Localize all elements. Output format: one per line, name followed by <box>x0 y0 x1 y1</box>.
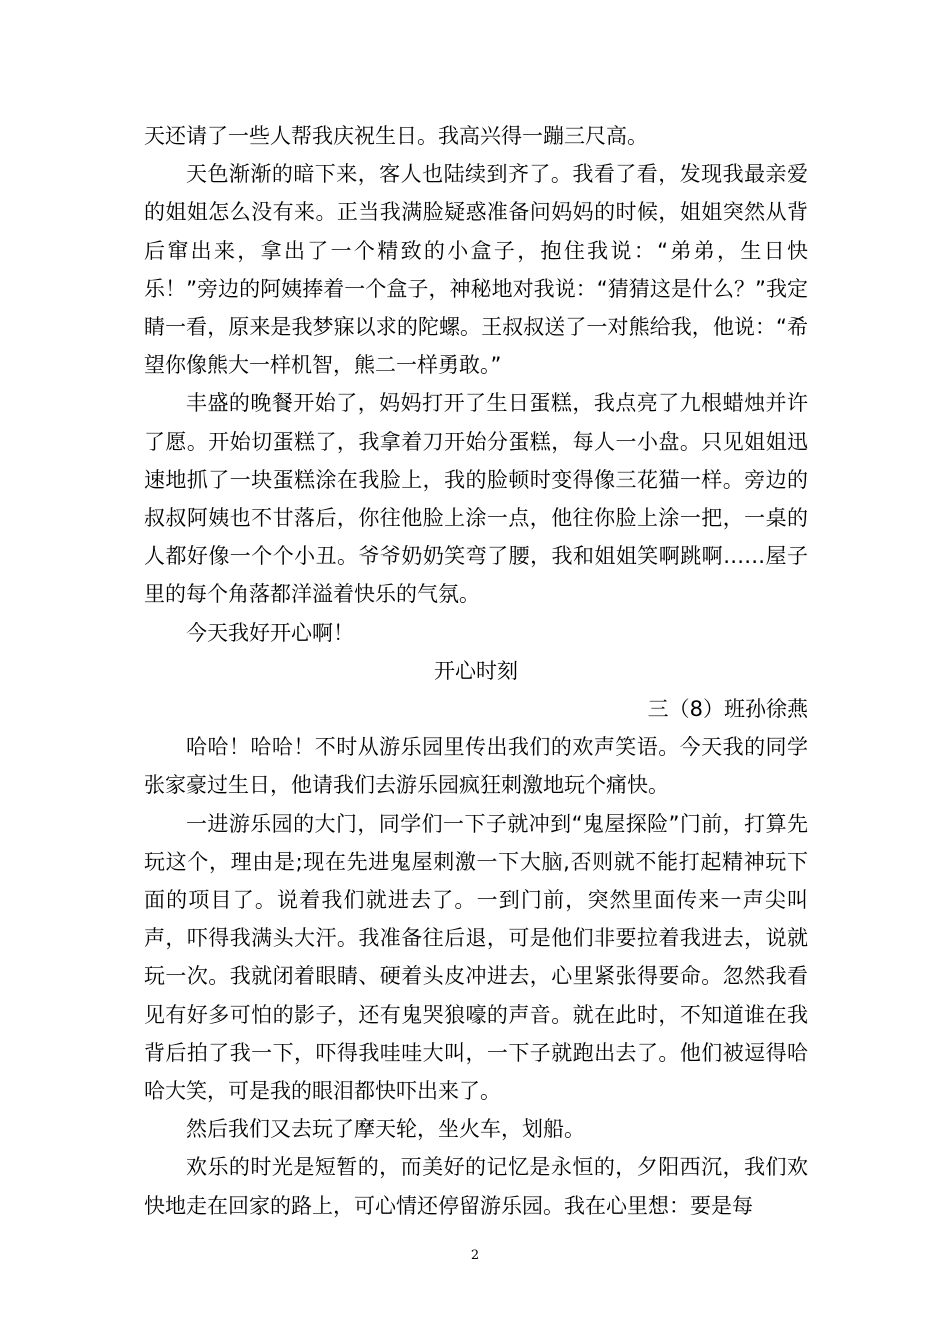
page-number: 2 <box>470 1248 480 1263</box>
paragraph-happy-today: 今天我好开心啊！ <box>186 620 354 645</box>
story-byline: 三（8）班孙徐燕 <box>647 697 808 722</box>
body-text <box>144 117 808 1225</box>
paragraph-going-home: 欢乐的时光是短暂的，而美好的记忆是永恒的，夕阳西沉，我们欢快地走在回家的路上，可心情还停留游乐园。我在心里想：要是每 <box>144 1155 808 1218</box>
paragraph-continued: 天还请了一些人帮我庆祝生日。我高兴得一蹦三尺高。 <box>144 124 648 148</box>
paragraph-amusement-park: 哈哈！哈哈！不时从游乐园里传出我们的欢声笑语。今天我的同学张家豪过生日，他请我们去游乐园疯狂刺激地玩个痛快。 <box>144 735 808 798</box>
story-title: 开心时刻 <box>434 658 518 683</box>
paragraph-guests-arrive: 天色渐渐的暗下来，客人也陆续到齐了。我看了看，发现我最亲爱的姐姐怎么没有来。正当我满脸疑惑准备问妈妈的时候，姐姐突然从背后窜出来，拿出了一个精致的小盒子，抱住我说：“弟弟，生日快乐！”旁边的阿姨捧着一个盒子，神秘地对我说：“猜猜这是什么？”我定睛一看，原来是我梦寐以求的陀螺。王叔叔送了一对熊给我，他说：“希望你像熊大一样机智，熊二一样勇敢。” <box>144 162 808 378</box>
paragraph-haunted-house: 一进游乐园的大门，同学们一下子就冲到“鬼屋探险”门前，打算先玩这个，理由是;现在先进鬼屋刺激一下大脑,否则就不能打起精神玩下面的项目了。说着我们就进去了。一到门前，突然里面传来一声尖叫声，吓得我满头大汗。我准备往后退，可是他们非要拉着我进去，说就玩一次。我就闭着眼睛、硬着头皮冲进去，心里紧张得要命。忽然我看见有好多可怕的影子，还有鬼哭狼嚎的声音。就在此时，不知道谁在我背后拍了我一下，吓得我哇哇大叫，一下子就跑出去了。他们被逗得哈哈大笑，可是我的眼泪都快吓出来了。 <box>144 811 808 1104</box>
paragraph-dinner-cake: 丰盛的晚餐开始了，妈妈打开了生日蛋糕，我点亮了九根蜡烛并许了愿。开始切蛋糕了，我拿着刀开始分蛋糕，每人一小盘。只见姐姐迅速地抓了一块蛋糕涂在我脸上，我的脸顿时变得像三花猫一样。旁边的叔叔阿姨也不甘落后，你往他脸上涂一点，他往你脸上涂一把，一桌的人都好像一个个小丑。爷爷奶奶笑弯了腰，我和姐姐笑啊跳啊……屋子里的每个角落都洋溢着快乐的气氛。 <box>144 391 808 607</box>
paragraph-other-rides: 然后我们又去玩了摩天轮，坐火车，划船。 <box>186 1117 585 1142</box>
